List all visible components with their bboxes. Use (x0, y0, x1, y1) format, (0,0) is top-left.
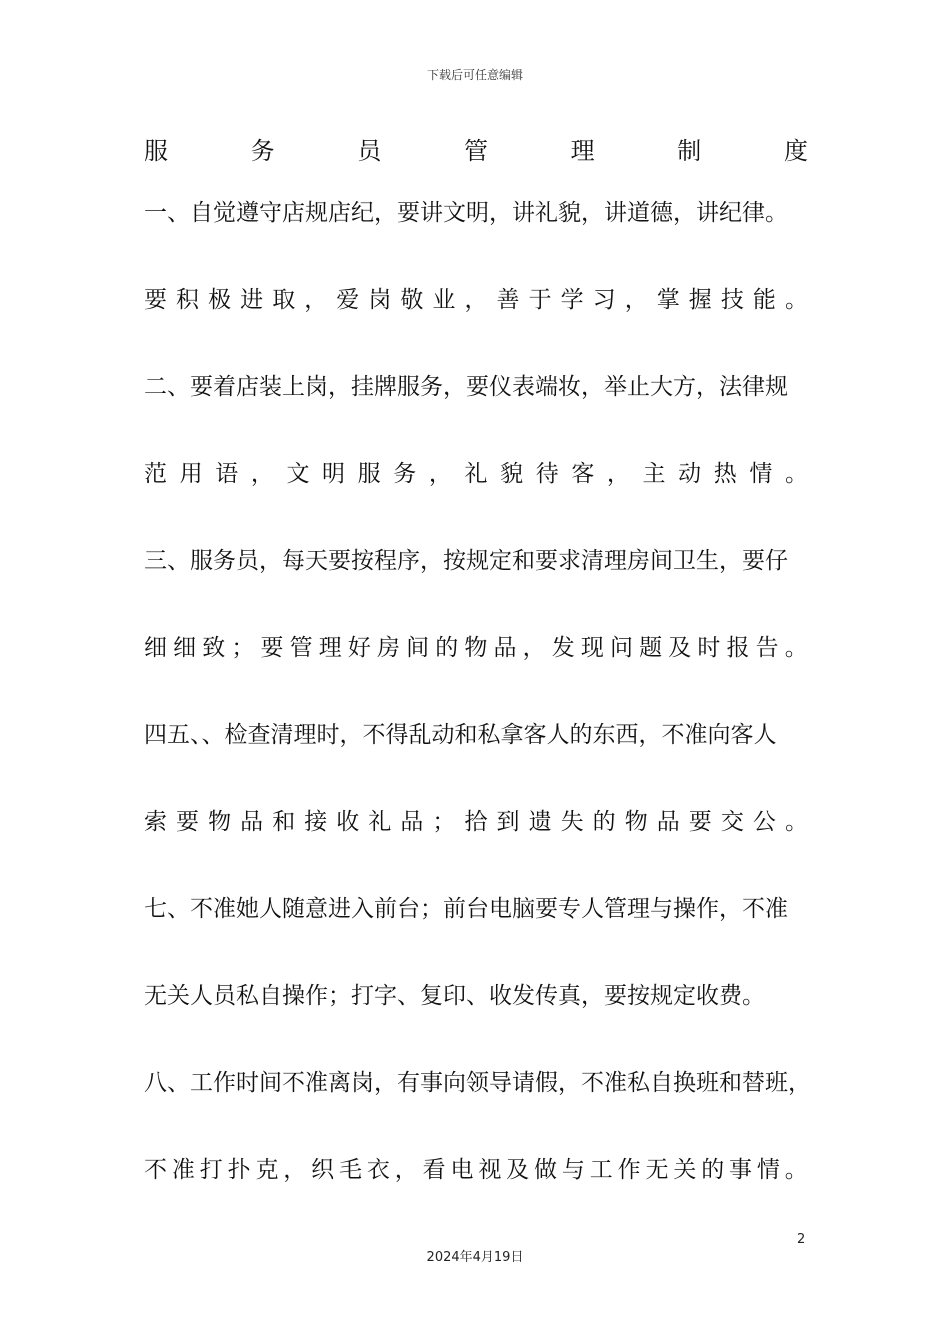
body-char: 业 (432, 287, 456, 313)
body-char: 看 (422, 1157, 446, 1183)
body-char: 进 (240, 287, 264, 313)
title-char: 制 (677, 137, 702, 165)
body-char: 务 (393, 461, 417, 487)
body-char: 工 (589, 1157, 613, 1183)
body-char: 品 (493, 635, 517, 661)
body-char: 物 (464, 635, 488, 661)
body-char: 作 (617, 1157, 641, 1183)
body-char: 接 (304, 809, 328, 835)
body-char: ； (432, 809, 456, 835)
body-char: 客 (571, 461, 595, 487)
body-char: 到 (496, 809, 520, 835)
body-char: 。 (784, 1157, 808, 1183)
title-char: 度 (783, 137, 808, 165)
body-char: 毛 (339, 1157, 363, 1183)
body-char: 公 (752, 809, 776, 835)
body-char: 拾 (464, 809, 488, 835)
body-char: 。 (784, 461, 808, 487)
body-char: 和 (272, 809, 296, 835)
body-char: 细 (173, 635, 197, 661)
body-char: 要 (176, 809, 200, 835)
body-line: 无关人员私自操作；打字、复印、收发传真，要按规定收费。 (144, 983, 765, 1009)
body-char: 掌 (656, 287, 680, 313)
body-char: 品 (240, 809, 264, 835)
body-char: 礼 (368, 809, 392, 835)
body-char: 于 (528, 287, 552, 313)
body-char: 交 (720, 809, 744, 835)
body-char: 现 (580, 635, 604, 661)
body-char: 主 (642, 461, 666, 487)
body-char: 积 (176, 287, 200, 313)
body-char: 失 (560, 809, 584, 835)
body-char: 极 (208, 287, 232, 313)
body-char: 动 (678, 461, 702, 487)
body-line: 一、自觉遵守店规店纪，要讲文明，讲礼貌，讲道德，讲纪律。 (144, 200, 788, 226)
body-char: 间 (406, 635, 430, 661)
body-char: 致 (202, 635, 226, 661)
body-char: ， (394, 1157, 418, 1183)
title-char: 管 (463, 137, 488, 165)
body-char: 待 (535, 461, 559, 487)
body-char: 扑 (227, 1157, 251, 1183)
body-char: 物 (208, 809, 232, 835)
body-char: 。 (784, 287, 808, 313)
body-char: ， (624, 287, 648, 313)
body-char: 房 (377, 635, 400, 661)
body-char: 要 (688, 809, 712, 835)
body-char: 克 (255, 1157, 279, 1183)
body-char: 爱 (336, 287, 360, 313)
body-char: 视 (478, 1157, 502, 1183)
body-char: ， (250, 461, 274, 487)
body-char: 理 (318, 635, 342, 661)
body-line: 二、要着店装上岗，挂牌服务，要仪表端妆，举止大方，法律规 (144, 374, 788, 400)
title-char: 理 (570, 137, 595, 165)
body-char: 无 (645, 1157, 669, 1183)
body-char: 敬 (400, 287, 424, 313)
body-char: 收 (336, 809, 360, 835)
body-char: 电 (450, 1157, 474, 1183)
body-char: 善 (496, 287, 520, 313)
body-char: ； (231, 635, 255, 661)
body-char: 关 (673, 1157, 697, 1183)
body-line: 八、工作时间不准离岗，有事向领导请假，不准私自换班和替班， (144, 1070, 811, 1096)
body-char: 明 (322, 461, 346, 487)
body-char: 及 (506, 1157, 530, 1183)
page-header-note: 下载后可任意编辑 (426, 68, 523, 82)
body-char: 做 (534, 1157, 558, 1183)
body-char: 岗 (368, 287, 392, 313)
body-char: 礼 (464, 461, 488, 487)
body-char: 发 (551, 635, 575, 661)
body-char: ， (464, 287, 488, 313)
body-char: ， (283, 1157, 307, 1183)
body-char: 范 (144, 461, 167, 487)
body-char: 情 (756, 1157, 780, 1183)
body-char: 的 (435, 635, 459, 661)
body-line: 七、不准她人随意进入前台；前台电脑要专人管理与操作，不准 (144, 896, 788, 922)
body-char: 细 (144, 635, 167, 661)
body-char: ， (606, 461, 630, 487)
body-char: 语 (215, 461, 239, 487)
body-char: 告 (755, 635, 779, 661)
body-char: 。 (784, 809, 808, 835)
body-line (144, 1153, 808, 1240)
body-char: 报 (726, 635, 750, 661)
body-line: 四五、、检查清理时，不得乱动和私拿客人的东西，不准向客人 (144, 722, 777, 748)
body-char: 品 (656, 809, 680, 835)
body-char: 衣 (366, 1157, 390, 1183)
body-char: ， (522, 635, 546, 661)
title-char: 服 (144, 137, 168, 165)
body-char: 品 (400, 809, 424, 835)
body-char: 情 (749, 461, 773, 487)
document-title (144, 134, 808, 168)
document-body (144, 196, 811, 1240)
body-char: 的 (701, 1157, 725, 1183)
body-char: 。 (784, 635, 808, 661)
body-line (144, 805, 808, 892)
body-char: 要 (260, 635, 284, 661)
body-char: 热 (713, 461, 737, 487)
body-char: 习 (592, 287, 616, 313)
body-line (144, 631, 808, 718)
title-char: 务 (250, 137, 275, 165)
page-number: 2 (797, 1232, 806, 1247)
body-char: 能 (752, 287, 776, 313)
body-char: 时 (697, 635, 721, 661)
body-line (144, 457, 808, 544)
body-char: 索 (144, 809, 167, 835)
body-char: 准 (171, 1157, 195, 1183)
body-char: ， (428, 461, 452, 487)
body-char: 问 (610, 635, 633, 661)
body-char: 管 (289, 635, 313, 661)
body-char: 的 (592, 809, 616, 835)
body-char: 物 (624, 809, 648, 835)
body-char: 要 (144, 287, 167, 313)
body-char: ， (304, 287, 328, 313)
body-char: 及 (668, 635, 692, 661)
body-char: 服 (357, 461, 381, 487)
body-char: 不 (144, 1157, 167, 1183)
body-char: 事 (729, 1157, 753, 1183)
body-char: 握 (688, 287, 712, 313)
body-line (144, 283, 808, 370)
body-char: 取 (272, 287, 296, 313)
page-date: 2024年4月19日 (426, 1250, 524, 1265)
body-char: 织 (311, 1157, 335, 1183)
body-char: 题 (639, 635, 663, 661)
body-char: 好 (347, 635, 371, 661)
body-char: 技 (720, 287, 744, 313)
body-char: 打 (199, 1157, 223, 1183)
body-char: 与 (561, 1157, 585, 1183)
body-char: 文 (286, 461, 310, 487)
body-line: 三、服务员，每天要按程序，按规定和要求清理房间卫生，要仔 (144, 548, 788, 574)
body-char: 学 (560, 287, 584, 313)
body-char: 遗 (528, 809, 552, 835)
title-char: 员 (357, 137, 382, 165)
body-char: 用 (179, 461, 203, 487)
body-char: 貌 (500, 461, 524, 487)
